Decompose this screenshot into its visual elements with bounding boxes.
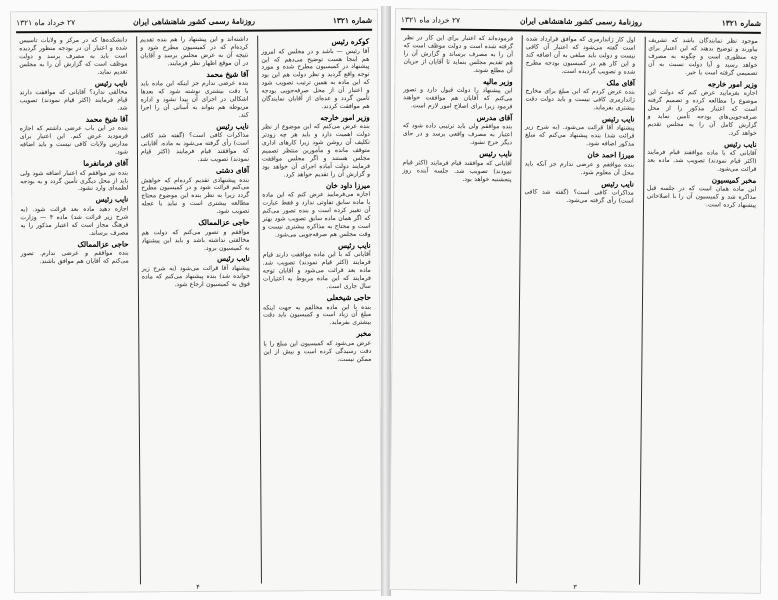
speaker-heading: مخبر کمیسیون xyxy=(711,175,757,185)
speaker-heading: مخبر xyxy=(356,329,372,339)
speaker-heading: آقای دشتی xyxy=(215,165,250,175)
left-page-header xyxy=(16,13,372,33)
speaker-heading: وزیر مالیه xyxy=(482,76,513,86)
body-paragraph: عرض می‌شود که کمیسیون این مبلغ را با دقت رسیدگی کرده است و بیش از این ممکن نیست. xyxy=(263,339,372,363)
speaker-heading: میرزا احمد خان xyxy=(587,150,635,160)
body-paragraph: بنده عرض می‌کنم که این موضوع از نظر دولت اهمیت دارد و باید هر چه زودتر تکلیف آن روشن شود زیرا کارهای اداری متوقف مانده و مأمورین منتظر تصمیم مجلس هستند و اگر مجلس موافقت فرمایند دولت آماده اجرای آن خواهد بود و گزارش آن را تقدیم خواهد کرد. xyxy=(261,123,371,179)
newspaper-title: روزنامهٔ رسمی کشور شاهنشاهی ایران xyxy=(133,16,256,27)
body-paragraph: پیشنهاد آقا قرائت می‌شود (به شرح زیر خوانده شد) بنده پیشنهاد می‌کنم که ماده فوق به کمیسیون ارجاع شود. xyxy=(141,264,250,288)
speaker-heading: آقا شیخ محمد xyxy=(206,69,249,79)
text-column xyxy=(639,37,761,586)
text-column xyxy=(257,35,376,584)
speaker-heading: نایب رئیس xyxy=(724,139,757,149)
body-paragraph: بنده در این باب عرضی داشتم که اجازه فرمودید عرض کنم. این اعتبار برای مدارس ولایات کافی نیست و باید اضافه شود. xyxy=(19,124,128,156)
speaker-heading: آقای ملک xyxy=(606,77,636,88)
left-page xyxy=(10,9,382,594)
body-paragraph: داشته‌اند و این پیشنهاد را هم بنده تقدیم کرده‌ام که در کمیسیون مطرح شود و نتیجه آن به عرض مجلس برسد و آقایان در آن موقع اظهار نظر فرمایند. xyxy=(140,35,249,67)
body-paragraph: اجازه بفرمایید عرض کنم که دولت این موضوع را مطالعه کرده و تصمیم گرفته است که اعتبار مذکور را از محل صرفه‌جویی‌های بودجه تأمین نماید و گزارش کامل آن را به مجلس تقدیم خواهد کرد. xyxy=(647,88,758,137)
body-paragraph: اول کار ژاندارمری که موافق قرارداد شده است گفته می‌شود که اعتبار آن کافی نیست و دولت باید مبلغی به آن اضافه کند و این کار هم در کمیسیون بودجه مطرح شده و تصویب گردیده است. xyxy=(525,35,636,76)
text-column xyxy=(136,36,255,585)
body-paragraph: مذاکرات کافی است؟ (گفته شد کافی است) رأی گرفته می‌شود. xyxy=(524,188,634,205)
speaker-heading: نایب رئیس xyxy=(216,121,249,131)
issue-date: ۲۷ خرداد ماه ۱۳۲۱ xyxy=(16,17,76,28)
speaker-heading: آقای مدرس xyxy=(476,112,513,123)
body-paragraph: دانشکده‌ها که در مرکز و ولایات تأسیس شده و اعتبار آن در بودجه منظور گردیده است باید به مصرف برسد و دولت موظف است که گزارش آن را به مجلس تقدیم نماید. xyxy=(19,36,128,76)
body-paragraph: بنده با این ماده مخالفم به جهت اینکه مبلغ آن زیاد است و کمیسیون باید دقت بیشتری بفرماید. xyxy=(263,303,372,327)
right-page-header xyxy=(401,12,761,34)
speaker-heading: آقای فرمانفرما xyxy=(83,158,129,168)
body-paragraph: این پیشنهاد را دولت قبول دارد و تصور می‌کنم که آقایان هم موافقت خواهند فرمود زیرا برای اصلاح امور لازم است. xyxy=(403,86,513,111)
newspaper-title: روزنامهٔ رسمی کشور شاهنشاهی ایران xyxy=(519,16,642,27)
body-paragraph: آقایانی که با ماده موافقند قیام فرمایند (اکثر قیام نمودند) تصویب شد. ماده بعد قرائت می‌شود. xyxy=(647,148,757,173)
body-paragraph: بنده نیز موافقم که اعتبار اضافه شود ولی باید از محل دیگری تأمین گردد و به بودجه لطمه‌ای وارد نشود. xyxy=(20,169,129,193)
page-number: ۳ xyxy=(573,582,577,592)
body-paragraph: بنده عرضی ندارم جز اینکه این ماده باید با دقت بیشتری نوشته شود که بعدها اشکالی در اجرای آن پیدا نشود و اداره مربوطه هم بتواند به آسانی آن را اجرا کند. xyxy=(140,79,249,119)
text-column xyxy=(395,34,516,583)
body-paragraph: بنده عرض کردم که این مبلغ برای مخارج ژاندارمری کافی نیست و باید دولت دقت بیشتری بفرماید. xyxy=(525,87,635,112)
body-paragraph: آقا رئیس — باشد و در مجلس که امروز هم اینجا هست توضیح می‌دهم که این پیشنهاد در کمیسیون مطرح شده و مورد توجه واقع گردید و نظر دولت هم این بود که این ماده به همین ترتیب تصویب شود و اعتبار آن از محل صرفه‌جویی بودجه تأمین گردد و عده‌ای از آقایان نمایندگان هم موافقت کردند. xyxy=(261,47,370,111)
text-column xyxy=(516,35,638,584)
body-paragraph: آقایانی که با این ماده موافقت دارند قیام فرمایند (اکثر قیام نمودند) تصویب شد. ماده بعد قرائت می‌شود و آقایان توجه فرمایند که این ماده مربوط به اعتبارات سال جاری است. xyxy=(262,251,371,291)
body-paragraph: مذاکرات کافی است؟ (گفته شد کافی است) رأی گرفته می‌شود به ماده. آقایانی که موافقند قیام فرمایند (اکثر قیام نمودند) تصویب شد. xyxy=(140,131,250,164)
body-paragraph: فرموده‌اند که اعتبار برای این کار در نظر گرفته شده است و دولت موظف است که آن را به مصرف برساند و گزارش آن را هم تقدیم مجلس بنماید تا آقایان از جریان آن مطلع شوند. xyxy=(403,34,514,74)
speaker-heading: نایب رئیس xyxy=(479,149,512,159)
speaker-heading: نایب رئیس xyxy=(95,194,129,205)
speaker-heading: کوکره رئیس xyxy=(331,36,370,47)
speaker-heading: حاجی عزالممالک xyxy=(198,217,250,228)
issue-number: شماره ۱۳۲۱ xyxy=(332,15,373,26)
right-page xyxy=(389,8,767,594)
speaker-heading: حاجی عزالممالک xyxy=(77,239,129,249)
speaker-heading: آقا شیخ محمد xyxy=(85,114,128,124)
body-paragraph: پیشنهاد آقا قرائت می‌شود. (به شرح زیر قرائت شد) بنده پیشنهاد می‌کنم که مبلغ مذکور اضافه شود. xyxy=(525,123,635,148)
speaker-heading: میرزا داود خان xyxy=(325,180,371,190)
speaker-heading: نایب رئیس xyxy=(601,178,634,189)
speaker-heading: وزیر امور خارجه xyxy=(320,112,370,122)
speaker-heading: نایب رئیس xyxy=(338,240,371,250)
speaker-heading: نایب رئیس xyxy=(94,78,128,88)
body-paragraph: موجود نظر نمایندگان باشد که تشریف بیاورند و توضیح بدهند که این اعتبار برای چه منظوری است و چگونه به مصرف خواهد رسید و آیا دولت نسبت به آن تصمیمی گرفته است یا خیر. xyxy=(648,36,758,77)
page-number: ۴ xyxy=(196,582,200,592)
body-paragraph: اجازه می‌فرمایید عرض کنم که این ماده با ماده سابق تفاوتی ندارد و فقط عبارت آن تغییر کرده است و بنده تصور می‌کنم که اگر همان ماده سابق تصویب شود بهتر است و محتاج به مذاکره بیشتری نیست و وقت مجلس هم صرفه‌جویی می‌شود. xyxy=(262,191,371,239)
body-paragraph: بنده موافقم و عرضی ندارم. تصور می‌کنم که آقایان هم موافق باشند. xyxy=(20,249,129,266)
speaker-heading: نایب رئیس xyxy=(601,114,635,124)
text-column xyxy=(16,36,134,585)
speaker-heading: نایب رئیس xyxy=(217,254,250,264)
left-page-columns xyxy=(16,35,376,585)
issue-number: شماره ۱۳۲۱ xyxy=(721,18,761,28)
issue-date: ۲۷ خرداد ماه ۱۳۲۱ xyxy=(400,15,461,25)
speaker-heading: وزیر امور خارجه xyxy=(707,78,758,89)
body-paragraph: بنده موافقم و عرضی ندارم جز آنکه باید محل آن معلوم شود. xyxy=(524,160,635,177)
body-paragraph: مخالفی ندارد؟ آقایانی که موافقت دارند قیام فرمایند (اکثر قیام نمودند) تصویب شد. xyxy=(19,88,128,112)
body-paragraph: این ماده همان است که در جلسه قبل مذاکره شد و کمیسیون آن را با اصلاحاتی پیشنهاد کرده است. xyxy=(646,185,757,210)
body-paragraph: بنده پیشنهادی تقدیم کرده‌ام که خواهش می‌کنم قرائت شود و در کمیسیون مطرح گردد زیرا به نظر بنده این موضوع محتاج مطالعه بیشتری است و نباید با عجله تصویب شود. xyxy=(141,176,250,216)
body-paragraph: بنده موافقم ولی باید ترتیبی داده شود که اعتبار به مصرف واقعی برسد و در جای دیگر خرج نشود. xyxy=(402,122,513,147)
body-paragraph: اجازه دهید ماده بعد قرائت شود. (به شرح زیر قرائت شد) ماده ۴ — وزارت فرهنگ مجاز است که اعتبار مذکور را به مصرف برساند. xyxy=(20,205,129,237)
body-paragraph: آقایانی که موافقند قیام فرمایند (اکثر قیام نمودند) تصویب شد. جلسه آینده روز پنجشنبه خواهد بود. xyxy=(402,158,512,183)
body-paragraph: موافقم و تصور می‌کنم که دولت هم مخالفتی نداشته باشد و باید این پیشنهاد به کمیسیون برود. xyxy=(141,228,250,252)
speaker-heading: حاجی شیخعلی xyxy=(326,292,372,303)
right-page-columns xyxy=(395,34,761,586)
